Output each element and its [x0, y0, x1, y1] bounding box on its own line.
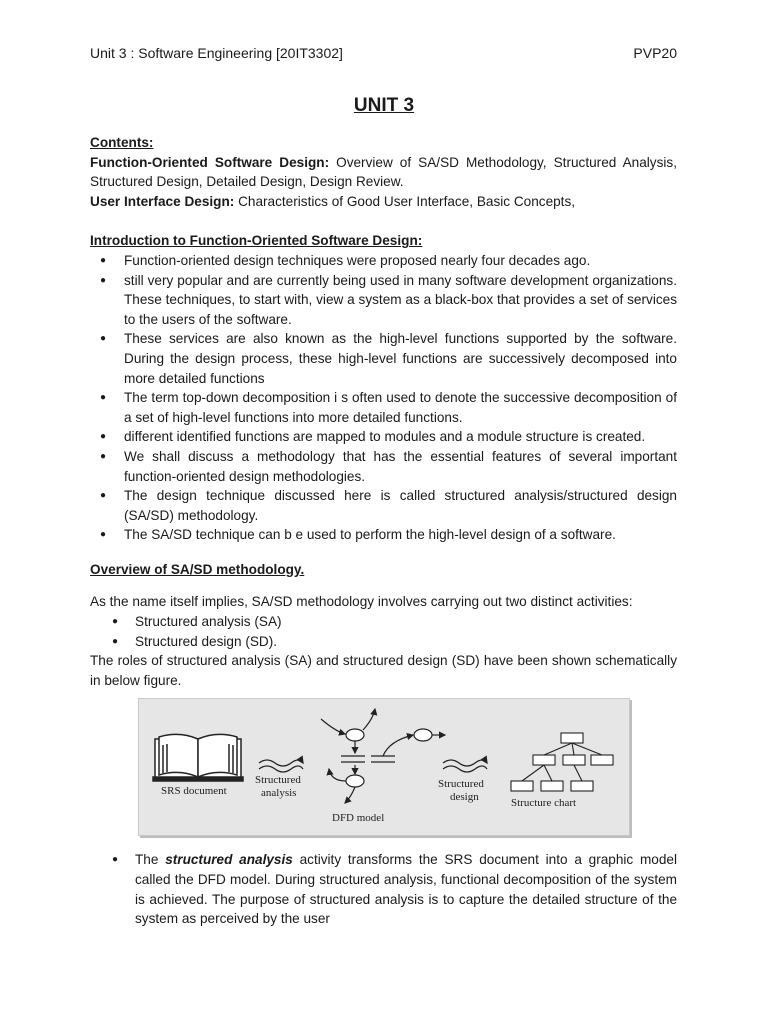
dfd-label: DFD model	[332, 812, 385, 825]
contents-label-1: Function-Oriented Software Design:	[90, 154, 330, 170]
arrow-icon	[443, 760, 487, 766]
intro-heading: Introduction to Function-Oriented Software Design:	[90, 233, 423, 249]
overview-heading: Overview of SA/SD methodology.	[90, 561, 305, 577]
contents-line-1	[90, 153, 677, 192]
final-rest: activity transforms the SRS document into a graphic model called the DFD model. During structured analysis, functional decomposition of the system is achieved. The purpose of structured analysis is to capture the detailed structure of the system as perceived by the user	[135, 852, 677, 927]
final-prefix: The	[135, 852, 166, 868]
list-item: ● Function-oriented design techniques were proposed nearly four decades ago.	[90, 251, 677, 271]
list-item: ● We shall discuss a methodology that has the essential features of several important function-oriented design methodologies.	[90, 447, 677, 486]
list-item: ● These services are also known as the high-level functions supported by the software. During the design process, these high-level functions are successively decomposed into more detailed functions	[90, 329, 677, 388]
list-item: ● Structured design (SD).	[90, 632, 677, 652]
list-item	[90, 850, 677, 928]
overview-para-2: The roles of structured analysis (SA) and structured design (SD) have been shown schematically in below figure.	[90, 653, 677, 688]
chart-label: Structure chart	[511, 797, 577, 810]
list-item: ● still very popular and are currently being used in many software development organizations. These techniques, to start with, view a system as a black-box that provides a set of services to the users of the software.	[90, 271, 677, 330]
header-left: Unit 3 : Software Engineering [20IT3302]	[90, 45, 343, 61]
intro-list	[90, 251, 677, 545]
final-emphasis: structured analysis	[165, 852, 293, 868]
sa-sd-figure	[138, 698, 630, 836]
contents-label-2: User Interface Design:	[90, 193, 235, 209]
document-body	[90, 133, 677, 929]
sa-sd-diagram	[139, 699, 629, 835]
sa-label-1: Structured	[255, 774, 301, 787]
arrow-icon	[259, 760, 303, 766]
page-title: UNIT 3	[353, 95, 415, 116]
contents-text-1: Overview of SA/SD Methodology, Structured Analysis, Structured Design, Detailed Design, Design Review.	[90, 154, 677, 190]
header-right: PVP20	[633, 45, 677, 61]
list-item: ● The SA/SD technique can b e used to perform the high-level design of a software.	[90, 525, 677, 545]
sa-label-2: analysis	[261, 787, 297, 800]
contents-heading: Contents:	[90, 135, 154, 150]
structure-chart-diagram	[511, 733, 613, 791]
page-header	[90, 45, 677, 61]
list-item: ● Structured analysis (SA)	[90, 612, 677, 632]
list-item: ● The term top-down decomposition i s often used to denote the successive decomposition of a set of high-level functions into more detailed functions.	[90, 388, 677, 427]
contents-line-2	[90, 192, 677, 212]
book-icon	[153, 735, 243, 782]
final-list	[90, 850, 677, 928]
overview-list	[90, 612, 677, 651]
contents-text-2: Characteristics of Good User Interface, Basic Concepts,	[234, 193, 576, 209]
sd-label-1: Structured	[438, 778, 484, 791]
list-item: ● The design technique discussed here is called structured analysis/structured design (SA/SD) methodology.	[90, 486, 677, 525]
srs-label: SRS document	[161, 785, 227, 798]
sd-label-2: design	[450, 791, 479, 804]
list-item: ● different identified functions are mapped to modules and a module structure is created.	[90, 427, 677, 447]
overview-para-1: As the name itself implies, SA/SD methodology involves carrying out two distinct activities:	[90, 594, 633, 610]
dfd-diagram	[321, 709, 445, 803]
